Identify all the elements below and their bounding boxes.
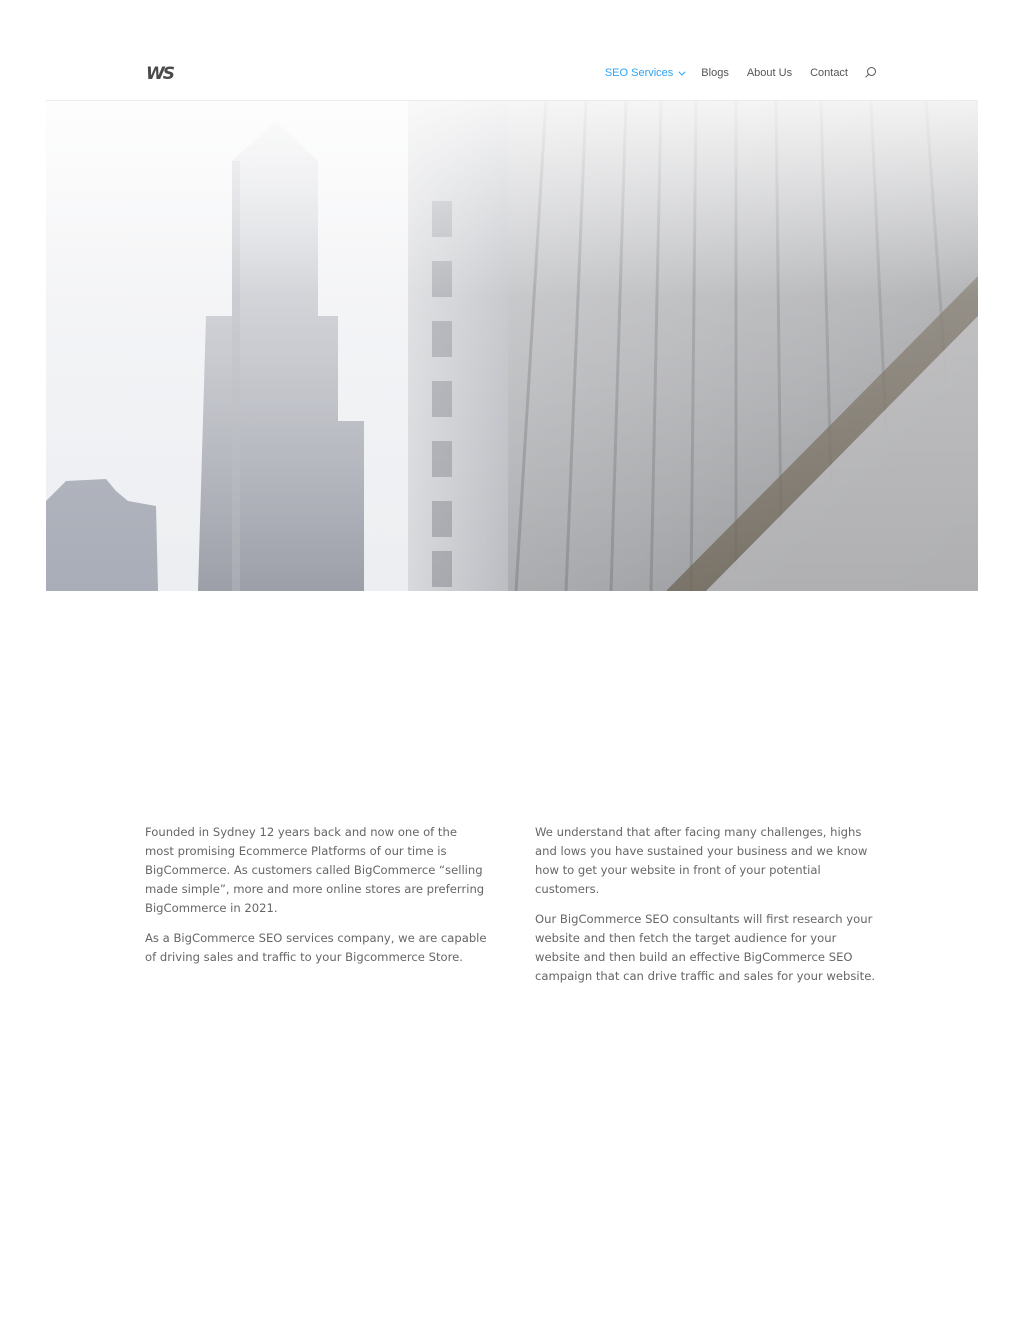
- nav-item-label: Blogs: [701, 67, 729, 79]
- nav-item-seo-services[interactable]: [605, 67, 683, 79]
- paragraph: Our BigCommerce SEO consultants will first research your website and then fetch the target audience for your website and then build an effective BigCommerce SEO campaign that can drive traffic and sales for your website.: [535, 912, 876, 983]
- paragraph: We understand that after facing many challenges, highs and lows you have sustained your business and we know how to get your website in front of your potential customers.: [535, 825, 868, 896]
- paragraph: As a BigCommerce SEO services company, we are capable of driving sales and traffic to your Bigcommerce Store.: [145, 931, 487, 964]
- nav-item-label: About Us: [746, 67, 793, 79]
- site-logo[interactable]: [146, 64, 180, 84]
- logo-text: WS: [146, 64, 173, 84]
- nav-item-label: Contact: [810, 67, 848, 79]
- nav-item-about-us[interactable]: [747, 67, 792, 79]
- chevron-down-icon: [679, 68, 686, 75]
- intro-column-right: [535, 823, 879, 997]
- intro-column-left: [145, 823, 489, 997]
- main-nav: [587, 66, 878, 80]
- nav-item-blogs[interactable]: [701, 67, 729, 79]
- paragraph: Founded in Sydney 12 years back and now one of the most promising Ecommerce Platforms of our time is BigCommerce. As customers called BigCommerce “selling made simple”, more and more online stores are preferring BigCommerce in 2021.: [145, 825, 485, 915]
- intro-content: [145, 823, 879, 997]
- nav-item-contact[interactable]: [810, 67, 848, 79]
- search-icon[interactable]: [864, 66, 878, 80]
- city-buildings-facade-image: [46, 101, 978, 591]
- nav-item-label: SEO Services: [604, 67, 674, 79]
- site-header: [46, 0, 978, 101]
- hero-image: [46, 101, 978, 591]
